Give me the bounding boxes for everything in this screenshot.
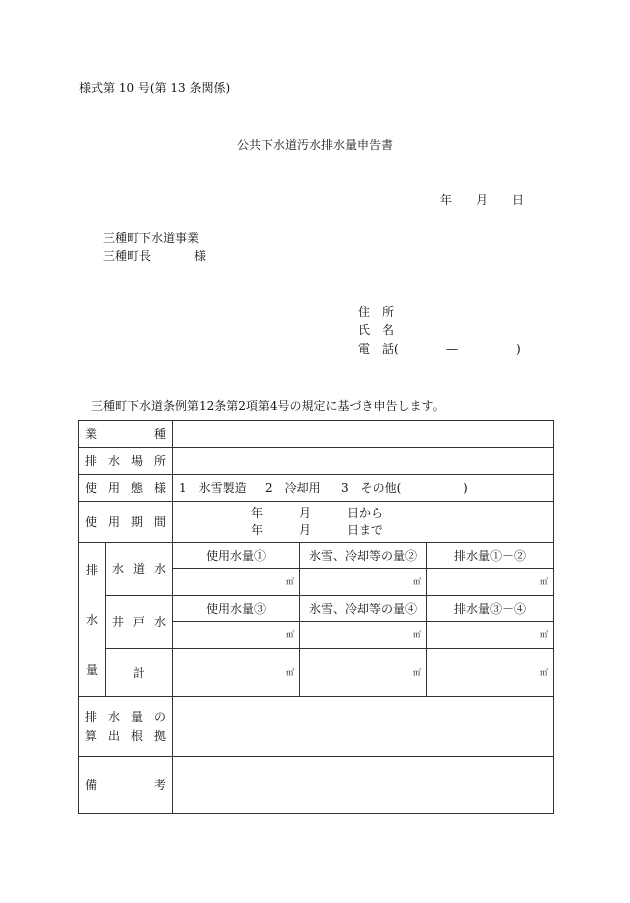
- well-discharge-field[interactable]: ㎥: [427, 622, 554, 649]
- remarks-field[interactable]: [173, 757, 554, 814]
- usage-field[interactable]: [173, 475, 554, 502]
- addressee-honorific: 様: [194, 249, 207, 263]
- period-field[interactable]: [173, 502, 554, 543]
- usage-label: 使用態様: [79, 475, 173, 502]
- total-label: 計: [106, 649, 173, 697]
- discharge-char-3: 量: [85, 662, 98, 677]
- water-supply-label: 水道水: [106, 543, 173, 596]
- date-year: 年: [440, 193, 453, 207]
- phone-close-paren: ): [516, 342, 521, 356]
- well-water-label: 井戸水: [106, 596, 173, 649]
- head-usage-3: 使用水量③: [173, 596, 300, 622]
- applicant-address-label: 住 所: [358, 305, 395, 319]
- industry-field[interactable]: [173, 421, 554, 448]
- applicant-phone-label: 電 話(: [358, 342, 399, 356]
- period-from-year: 年: [251, 506, 264, 520]
- discharge-vertical-label: [79, 543, 106, 697]
- supply-discharge-field[interactable]: ㎥: [427, 569, 554, 596]
- document-title: 公共下水道汚水排水量申告書: [237, 138, 394, 152]
- period-to-month: 月: [299, 523, 312, 537]
- lead-text: 三種町下水道条例第12条第2項第4号の規定に基づき申告します。: [91, 399, 445, 413]
- head-discharge-1-2: 排水量①－②: [427, 543, 554, 569]
- head-ice-4: 氷雪、冷却等の量④: [300, 596, 427, 622]
- location-field[interactable]: [173, 448, 554, 475]
- period-to: [251, 522, 553, 539]
- head-ice-2: 氷雪、冷却等の量②: [300, 543, 427, 569]
- period-from-day: 日から: [347, 506, 384, 520]
- form-number: 様式第 10 号(第 13 条関係): [79, 81, 231, 95]
- declaration-table: [78, 420, 554, 814]
- period-from: [251, 505, 553, 522]
- discharge-char-1: 排: [85, 562, 98, 577]
- date-month: 月: [476, 193, 489, 207]
- basis-label-line2: 算出根拠: [85, 728, 167, 743]
- date-day: 日: [512, 193, 525, 207]
- addressee-mayor-label: 三種町長: [103, 249, 152, 263]
- addressee-org: 三種町下水道事業: [103, 231, 200, 245]
- remarks-label: 備考: [79, 757, 173, 814]
- industry-label: 業種: [79, 421, 173, 448]
- head-usage-1: 使用水量①: [173, 543, 300, 569]
- discharge-char-2: 水: [85, 612, 98, 627]
- period-to-year: 年: [251, 523, 264, 537]
- usage-option-close: ): [463, 481, 468, 495]
- usage-option-2: 2 冷却用: [265, 481, 321, 495]
- period-from-month: 月: [299, 506, 312, 520]
- date-line: [440, 193, 524, 207]
- addressee-mayor: [103, 249, 207, 263]
- total-ice-field[interactable]: ㎥: [300, 649, 427, 697]
- head-discharge-3-4: 排水量③－④: [427, 596, 554, 622]
- applicant-phone: [358, 342, 528, 356]
- location-label: 排水場所: [79, 448, 173, 475]
- basis-label-line1: 排水量の: [85, 709, 167, 724]
- total-usage-field[interactable]: ㎥: [173, 649, 300, 697]
- total-discharge-field[interactable]: ㎥: [427, 649, 554, 697]
- well-usage-field[interactable]: ㎥: [173, 622, 300, 649]
- usage-option-3: 3 その他(: [341, 481, 402, 495]
- supply-ice-field[interactable]: ㎥: [300, 569, 427, 596]
- basis-label: [79, 697, 173, 757]
- supply-usage-field[interactable]: ㎥: [173, 569, 300, 596]
- usage-option-1: 1 氷雪製造: [179, 481, 247, 495]
- phone-separator: —: [446, 342, 458, 356]
- well-ice-field[interactable]: ㎥: [300, 622, 427, 649]
- period-to-day: 日まで: [347, 523, 384, 537]
- basis-field[interactable]: [173, 697, 554, 757]
- applicant-name-label: 氏 名: [358, 323, 395, 337]
- period-label: 使用期間: [79, 502, 173, 543]
